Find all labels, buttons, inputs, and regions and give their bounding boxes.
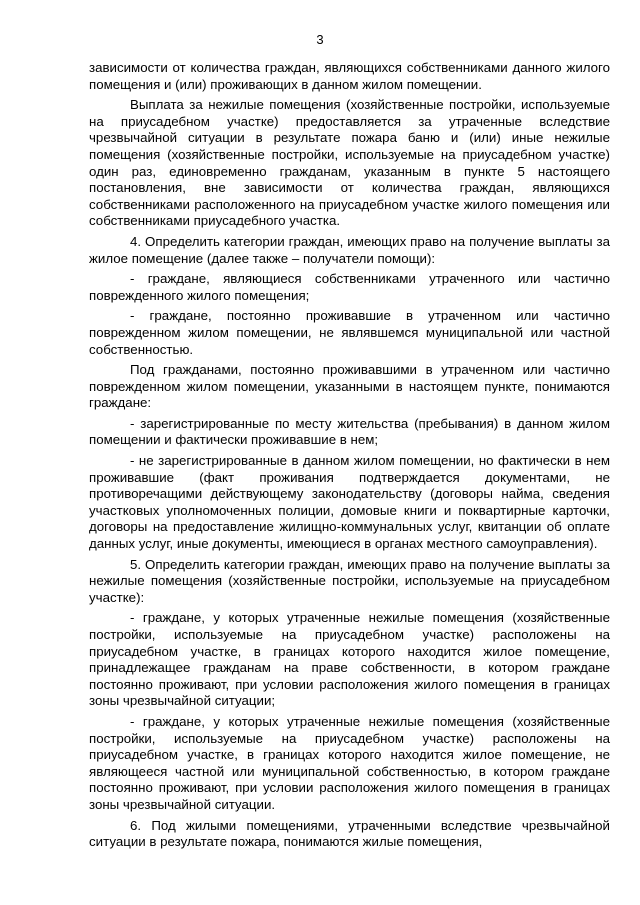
paragraph-nonresidential-payment: Выплата за нежилые помещения (хозяйственные постройки, используемые на приусадебном участке) предоставляется за утраченные вследствие чрезвычайной ситуации в результате пожара баню и (или) иные нежилые помещения (хозяйственные постройки, используемые на приусадебном участке) один раз, единовременно гражданам, указанным в пункте 5 настоящего постановления, вне зависимости от количества граждан, являющихся собственниками расположенного на приусадебном участке жилого помещения или собственниками приусадебного участка. xyxy=(89,97,610,229)
list-item-owners: - граждане, являющиеся собственниками утраченного или частично поврежденного жилого помещения; xyxy=(89,271,610,303)
paragraph-item-6: 6. Под жилыми помещениями, утраченными вследствие чрезвычайной ситуации в результате пожара, понимаются жилые помещения, xyxy=(89,817,610,850)
paragraph-continuation: зависимости от количества граждан, являющихся собственниками данного жилого помещения и (или) проживающих в данном жилом помещении. xyxy=(89,60,610,92)
list-item-non-owned-housing: - граждане, у которых утраченные нежилые помещения (хозяйственные постройки, используемые на приусадебном участке) расположены на приусадебном участке, в границах которого находится жилое помещение, не являющееся частной или муниципальной собственностью, в котором граждане постоянно проживают, при условии расположения жилого помещения в границах зоны чрезвычайной ситуации. xyxy=(89,713,610,812)
list-item-unregistered: - не зарегистрированные в данном жилом помещении, но фактически в нем проживавшие (факт проживания подтверждается документами, не противоречащими действующему законодательству (договоры найма, сведения участковых уполномоченных полиции, домовые книги и поквартирные карточки, договоры на предоставление жилищно-коммунальных услуг, квитанции об оплате данных услуг, иные документы, имеющиеся в органах местного самоуправления). xyxy=(89,453,610,552)
document-body xyxy=(89,60,610,851)
list-item-residents: - граждане, постоянно проживавшие в утраченном или частично поврежденном жилом помещении, не являвшемся муниципальной или частной собственностью. xyxy=(89,308,610,357)
paragraph-item-4: 4. Определить категории граждан, имеющих право на получение выплаты за жилое помещение (далее также – получатели помощи): xyxy=(89,233,610,266)
list-item-registered: - зарегистрированные по месту жительства (пребывания) в данном жилом помещении и фактически проживавшие в нем; xyxy=(89,415,610,448)
paragraph-residents-definition: Под гражданами, постоянно проживавшими в утраченном или частично поврежденном жилом помещении, указанными в настоящем пункте, понимаются граждане: xyxy=(89,362,610,411)
page-number: 3 xyxy=(316,32,324,47)
list-item-owned-housing: - граждане, у которых утраченные нежилые помещения (хозяйственные постройки, используемые на приусадебном участке) расположены на приусадебном участке, в границах которого находится жилое помещение, принадлежащее гражданам на праве собственности, в котором граждане постоянно проживают, при условии расположения жилого помещения в границах зоны чрезвычайной ситуации; xyxy=(89,610,610,709)
paragraph-item-5: 5. Определить категории граждан, имеющих право на получение выплаты за нежилые помещения (хозяйственные постройки, используемые на приусадебном участке): xyxy=(89,556,610,605)
